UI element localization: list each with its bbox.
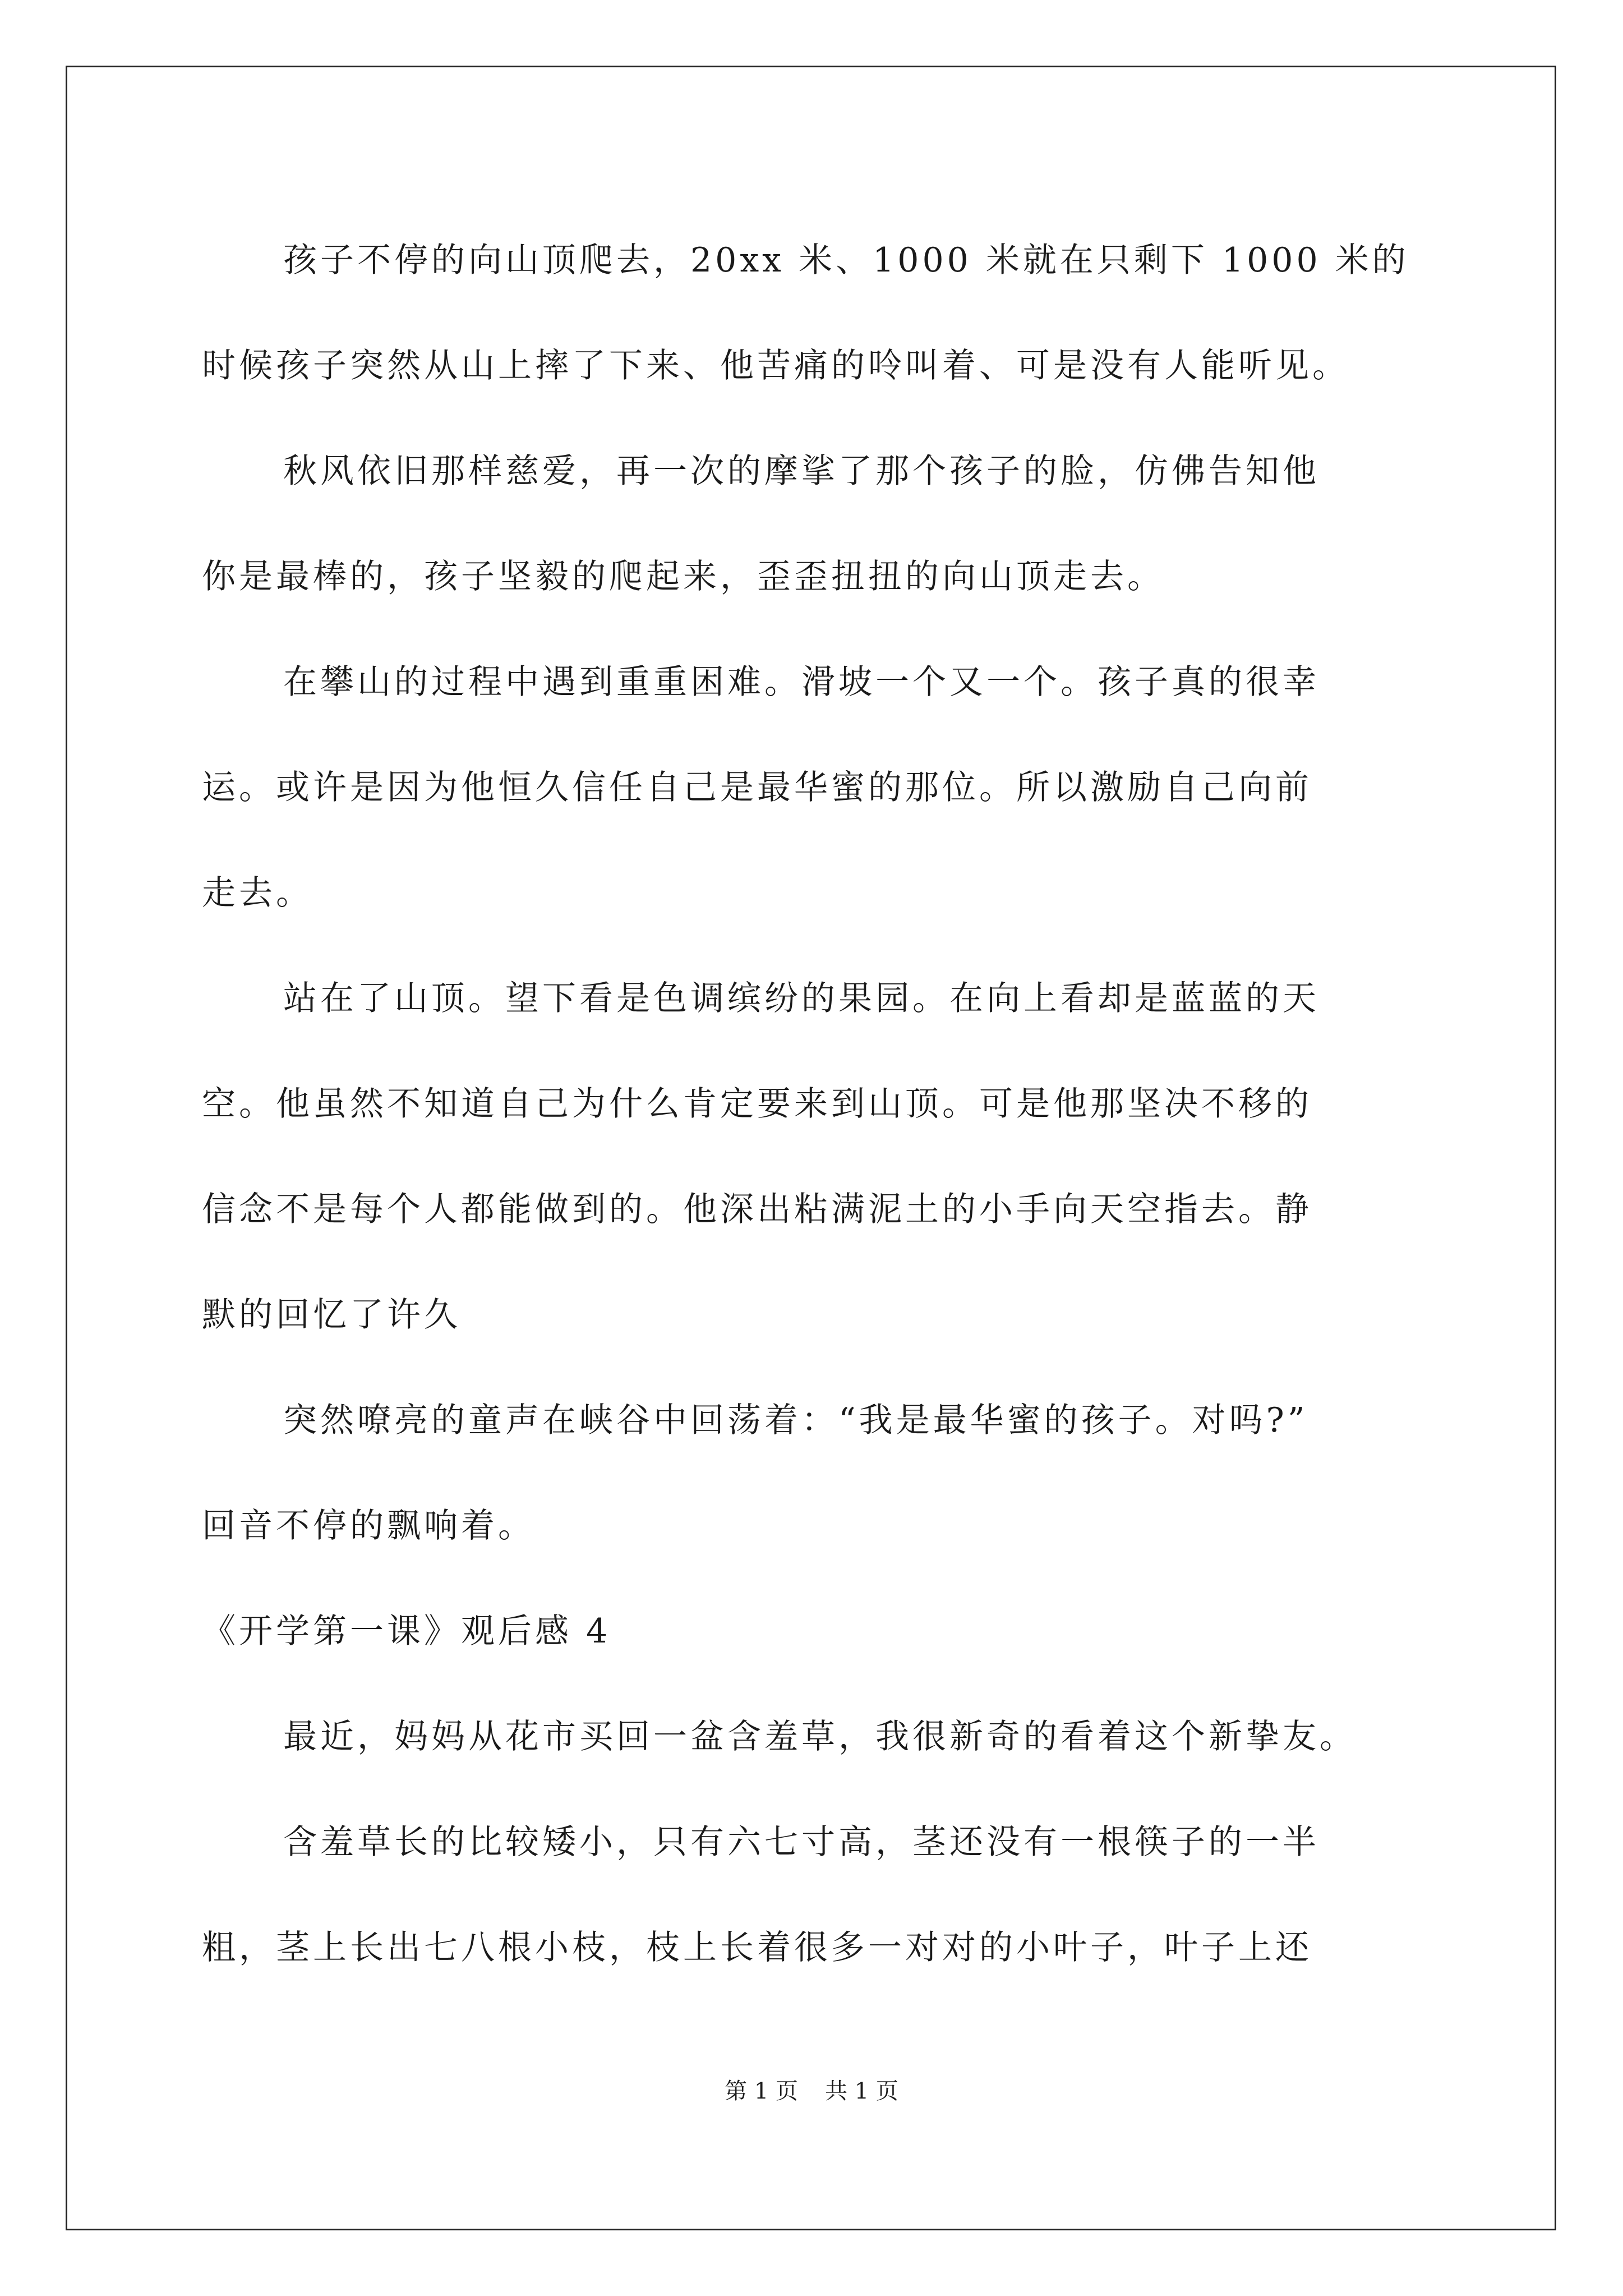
text-line: 运。或许是因为他恒久信任自己是最华蜜的那位。所以激励自己向前	[202, 768, 1312, 807]
text-line: 站在了山顶。望下看是色调缤纷的果园。在向上看却是蓝蓝的天	[283, 979, 1320, 1018]
document-body	[202, 208, 1430, 2000]
text-line: 信念不是每个人都能做到的。他深出粘满泥土的小手向天空指去。静	[202, 1190, 1312, 1229]
text-line: 含羞草长的比较矮小，只有六七寸高，茎还没有一根筷子的一半	[283, 1823, 1320, 1862]
text-line: 粗，茎上长出七八根小枝，枝上长着很多一对对的小叶子，叶子上还	[202, 1928, 1312, 1967]
page-footer	[0, 2076, 1623, 2107]
text-line: 突然嘹亮的童声在峡谷中回荡着：“我是最华蜜的孩子。对吗?”	[283, 1401, 1308, 1440]
text-line: 走去。	[202, 873, 313, 913]
text-line: 默的回忆了许久	[202, 1295, 461, 1335]
page-total: 共 1 页	[825, 2078, 898, 2104]
text-line: 最近，妈妈从花市买回一盆含羞草，我很新奇的看着这个新挚友。	[283, 1717, 1357, 1756]
text-line: 在攀山的过程中遇到重重困难。滑坡一个又一个。孩子真的很幸	[283, 662, 1320, 702]
page-number: 第 1 页	[725, 2078, 798, 2104]
text-line: 你是最棒的，孩子坚毅的爬起来，歪歪扭扭的向山顶走去。	[202, 557, 1164, 596]
text-line: 孩子不停的向山顶爬去，20xx 米、1000 米就在只剩下 1000 米的	[283, 241, 1409, 280]
text-line: 空。他虽然不知道自己为什么肯定要来到山顶。可是他那坚决不移的	[202, 1084, 1312, 1124]
text-line: 时候孩子突然从山上摔了下来、他苦痛的呤叫着、可是没有人能听见。	[202, 346, 1349, 385]
text-line: 秋风依旧那样慈爱，再一次的摩挲了那个孩子的脸，仿佛告知他	[283, 452, 1320, 491]
section-heading: 《开学第一课》观后感 4	[202, 1612, 611, 1651]
text-line: 回音不停的飘响着。	[202, 1506, 535, 1545]
